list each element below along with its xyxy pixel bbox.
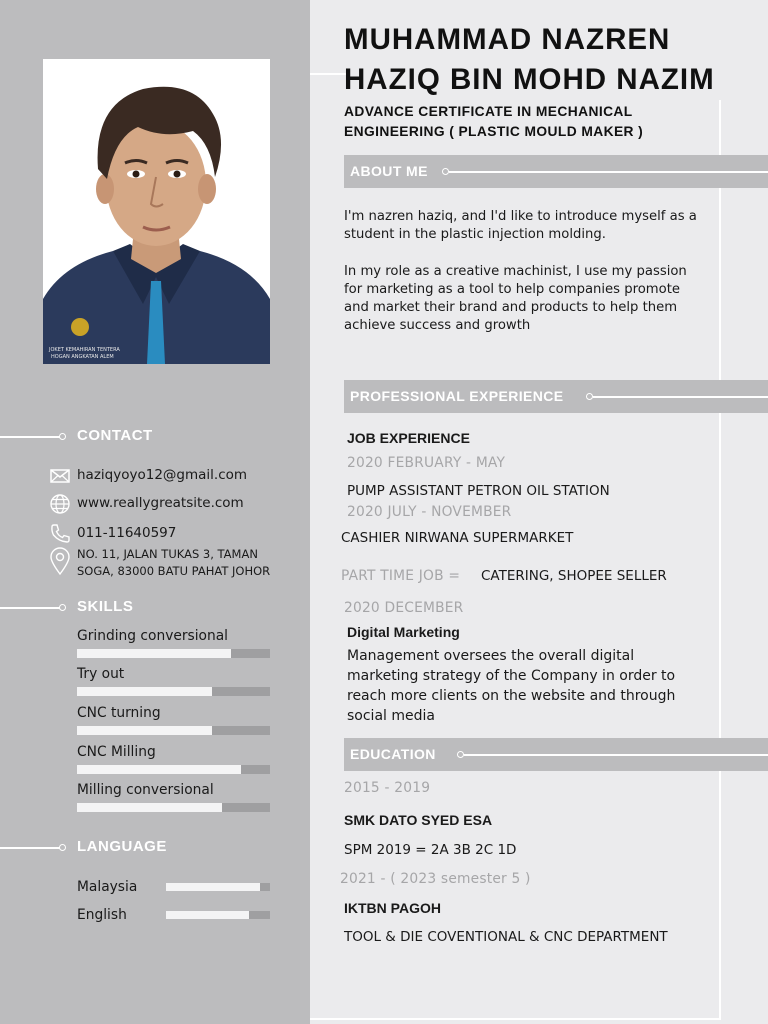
band-dot	[586, 393, 593, 400]
experience-heading: PROFESSIONAL EXPERIENCE	[350, 388, 564, 404]
job-role: CASHIER NIRWANA SUPERMARKET	[341, 530, 574, 546]
subtitle-line-1: ADVANCE CERTIFICATE IN MECHANICAL	[344, 104, 633, 119]
job-role: PUMP ASSISTANT PETRON OIL STATION	[347, 483, 610, 499]
skill-item	[77, 628, 270, 658]
candidate-subtitle	[344, 102, 744, 142]
skill-bar-fill	[77, 687, 212, 696]
about-paragraph-1: I'm nazren haziq, and I'd like to introduce myself as a student in the plastic injection molding.	[344, 209, 697, 242]
skill-item	[77, 782, 270, 812]
skill-bar-fill	[77, 765, 241, 774]
job-description: Management oversees the overall digital marketing strategy of the Company in order to reach more clients on the website and through social media	[347, 648, 676, 724]
part-time-label: PART TIME JOB =	[341, 568, 461, 584]
job-date: 2020 FEBRUARY - MAY	[347, 455, 506, 471]
name-line-2: HAZIQ BIN MOHD NAZIM	[344, 63, 715, 96]
language-bar	[166, 883, 270, 891]
skill-name: Milling conversional	[77, 782, 214, 798]
language-heading	[0, 838, 310, 858]
skill-name: Grinding conversional	[77, 628, 229, 644]
band-dot	[457, 751, 464, 758]
skill-bar-fill	[77, 649, 231, 658]
language-bar-fill	[166, 911, 249, 919]
job-date: 2020 JULY - NOVEMBER	[347, 504, 512, 520]
subtitle-line-2: ENGINEERING ( PLASTIC MOULD MAKER )	[344, 124, 644, 139]
contact-heading	[0, 427, 310, 447]
heading-dot	[59, 433, 66, 440]
email-text[interactable]: haziqyoyo12@gmail.com	[77, 467, 248, 483]
education-result: SPM 2019 = 2A 3B 2C 1D	[344, 842, 517, 858]
band-line	[464, 754, 768, 756]
about-paragraph-2: In my role as a creative machinist, I use my passion for marketing as a tool to help companies promote and market their brand and products to help them achieve success and growth	[344, 264, 687, 333]
heading-line	[0, 436, 60, 438]
language-bar-fill	[166, 883, 260, 891]
phone-icon	[48, 522, 72, 546]
skill-bar	[77, 803, 270, 812]
language-name: Malaysia	[77, 879, 138, 895]
frame-line-vertical	[719, 100, 721, 1020]
profile-photo	[43, 59, 270, 364]
education-date: 2021 - ( 2023 semester 5 )	[340, 871, 531, 887]
language-item	[77, 879, 270, 897]
education-heading: EDUCATION	[350, 746, 436, 762]
skill-name: CNC turning	[77, 705, 161, 721]
heading-line	[0, 847, 60, 849]
skill-name: Try out	[77, 666, 125, 682]
skill-name: CNC Milling	[77, 744, 156, 760]
band-dot	[442, 168, 449, 175]
skill-bar-fill	[77, 726, 212, 735]
experience-band	[344, 380, 768, 413]
education-department: TOOL & DIE COVENTIONAL & CNC DEPARTMENT	[344, 929, 668, 945]
candidate-name	[344, 20, 754, 100]
mail-icon	[48, 464, 72, 488]
address-text: NO. 11, JALAN TUKAS 3, TAMAN SOGA, 83000 BATU PAHAT JOHOR	[77, 547, 271, 578]
contact-heading-label: CONTACT	[77, 427, 153, 444]
language-item	[77, 907, 270, 925]
skills-heading	[0, 598, 310, 618]
skills-heading-label: SKILLS	[77, 598, 134, 615]
skill-bar	[77, 726, 270, 735]
about-me-heading: ABOUT ME	[350, 163, 428, 179]
frame-line-top	[310, 73, 346, 75]
skill-bar	[77, 687, 270, 696]
globe-icon	[48, 492, 72, 516]
heading-dot	[59, 844, 66, 851]
job-role-title: Digital Marketing	[347, 624, 460, 640]
part-time-value: CATERING, SHOPEE SELLER	[481, 568, 667, 584]
phone-text[interactable]: 011-11640597	[77, 525, 177, 541]
job-date: 2020 DECEMBER	[344, 600, 464, 616]
language-bar	[166, 911, 270, 919]
band-line	[449, 171, 768, 173]
heading-line	[0, 607, 60, 609]
skill-item	[77, 705, 270, 735]
website-text[interactable]: www.reallygreatsite.com	[77, 495, 244, 511]
language-heading-label: LANGUAGE	[77, 838, 167, 855]
skill-item	[77, 666, 270, 696]
skill-item	[77, 744, 270, 774]
location-pin-icon	[48, 546, 72, 576]
education-date: 2015 - 2019	[344, 780, 431, 796]
skill-bar	[77, 649, 270, 658]
job-experience-heading: JOB EXPERIENCE	[347, 430, 470, 446]
about-me-band	[344, 155, 768, 188]
skill-bar-fill	[77, 803, 222, 812]
skill-bar	[77, 765, 270, 774]
patch-text-1: JOKET KEMAHIRAN TENTERA	[49, 347, 120, 353]
education-band	[344, 738, 768, 771]
language-name: English	[77, 907, 127, 923]
name-line-1: MUHAMMAD NAZREN	[344, 23, 671, 56]
frame-line-bottom	[310, 1018, 721, 1020]
education-school: SMK DATO SYED ESA	[344, 812, 493, 828]
heading-dot	[59, 604, 66, 611]
education-school: IKTBN PAGOH	[344, 900, 441, 916]
patch-text-2: HOGAN ANGKATAN ALEM	[51, 354, 114, 360]
band-line	[593, 396, 768, 398]
